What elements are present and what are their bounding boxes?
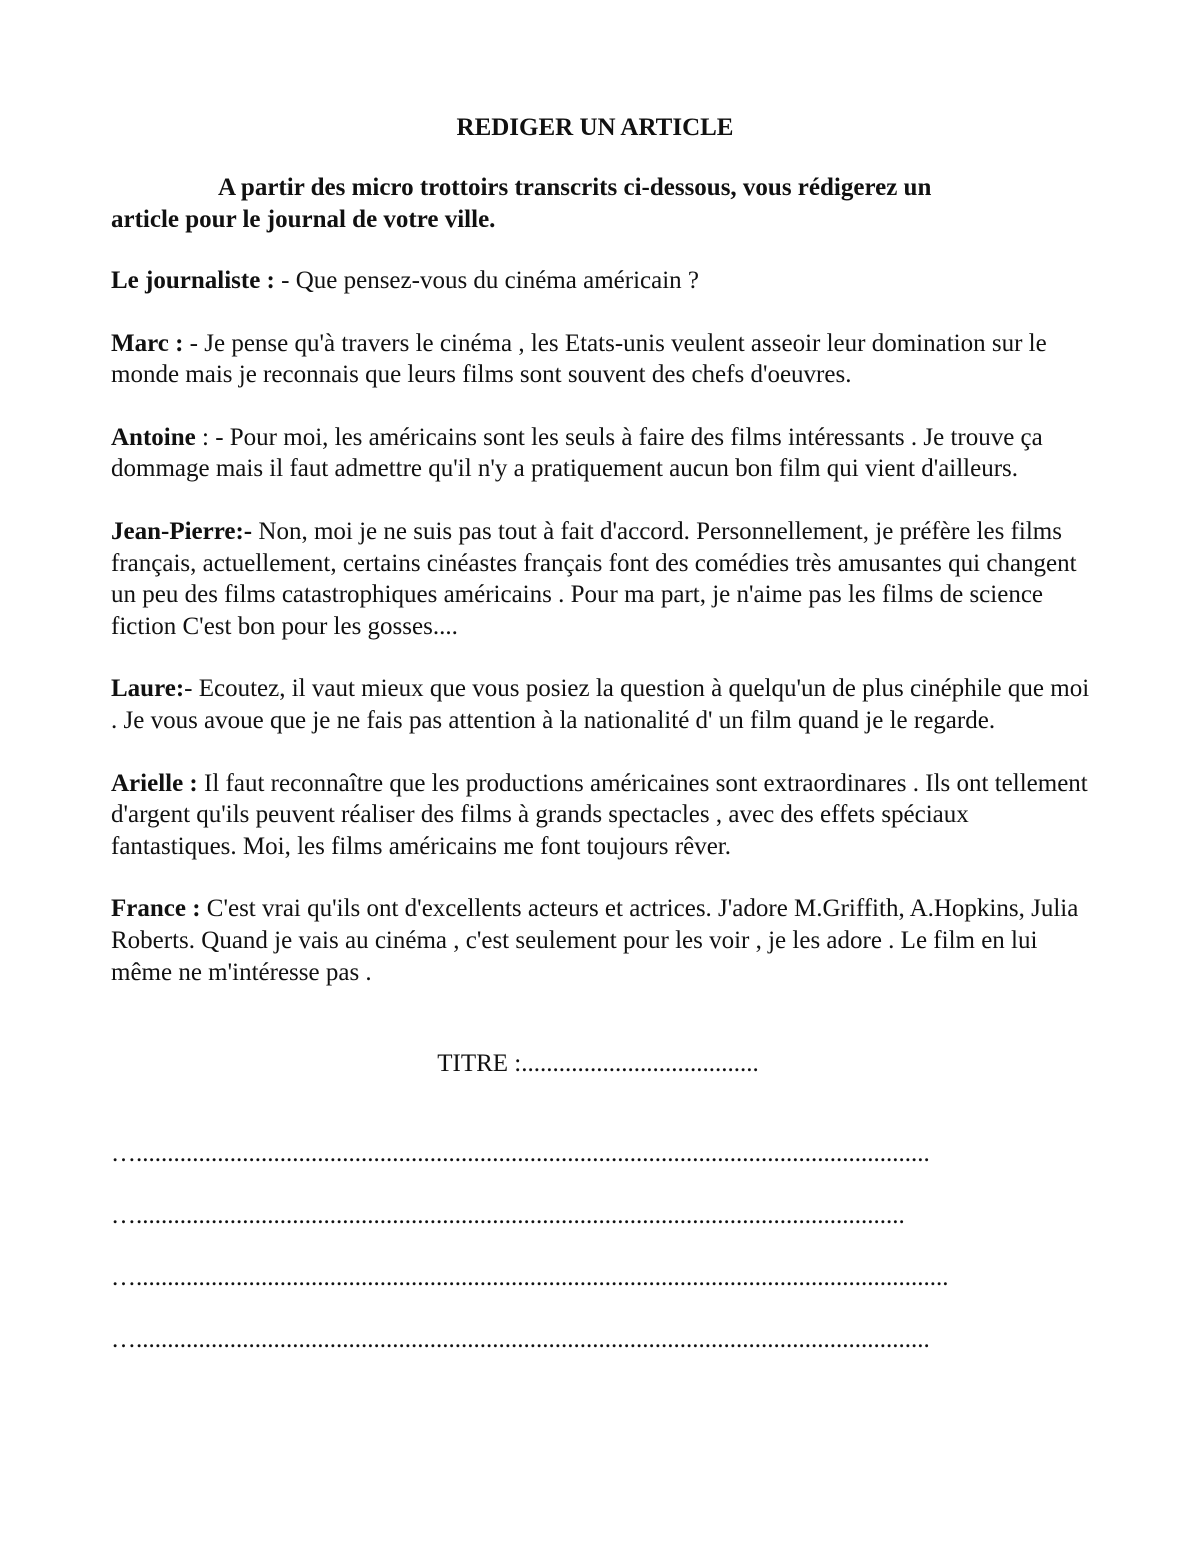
speaker-quote: C'est vrai qu'ils ont d'excellents acteurs et actrices. J'adore M.Griffith, A.Hopkins, Julia Roberts. Quand je vais au cinéma , c'est seulement pour les voir , je les adore . Le film en lui même ne m'intéresse pas .: [111, 895, 1079, 986]
answer-line: …..................................................................................................................................: [111, 1264, 949, 1292]
answer-line: …...........................................................................................................................: [111, 1202, 905, 1230]
titre-dots: ......................................: [521, 1050, 759, 1078]
document-title: REDIGER UN ARTICLE: [456, 114, 734, 141]
worksheet-page: [111, 112, 1091, 1356]
interview-france: [111, 893, 1091, 988]
speaker-quote: - Que pensez-vous du cinéma américain ?: [274, 267, 699, 294]
interview-antoine: [111, 422, 1091, 485]
speaker-name: France :: [111, 895, 201, 923]
interview-jean-pierre: [111, 516, 1091, 642]
speaker-separator: :: [195, 423, 209, 451]
interview-journalist: [111, 265, 1091, 297]
instruction-text: [111, 172, 1091, 236]
speaker-quote: - Ecoutez, il vaut mieux que vous posiez la question à quelqu'un de plus cinéphile que moi . Je vous avoue que je ne fais pas attention à la nationalité d' un film quand je le regarde.: [111, 675, 1090, 734]
speaker-name: Arielle :: [111, 769, 198, 797]
speaker-quote: Non, moi je ne suis pas tout à fait d'accord. Personnellement, je préfère les films français, actuellement, certains cinéastes français font des comédies très amusantes qui changent un peu des films catastrophiques américains . Pour ma part, je n'aime pas les films de science fiction C'est bon pour les gosses....: [111, 517, 1077, 640]
speaker-name: Jean-Pierre:-: [111, 517, 253, 545]
titre-field: [111, 1048, 1091, 1080]
answer-line: …...............................................................................................................................: [111, 1326, 930, 1354]
interview-marc: [111, 328, 1091, 391]
speaker-quote: - Pour moi, les américains sont les seuls à faire des films intéressants . Je trouve ça dommage mais il faut admettre qu'il n'y a pratiquement aucun bon film qui vient d'ailleurs.: [111, 423, 1043, 483]
interview-laure: [111, 673, 1091, 736]
instruction-line-2: article pour le journal de votre ville.: [111, 206, 496, 233]
speaker-name: Marc :: [111, 329, 184, 357]
speaker-quote: Il faut reconnaître que les productions américaines sont extraordinares . Ils ont tellement d'argent qu'ils peuvent réaliser des films à grands spectacles , avec des effets spéciaux fantastiques. Moi, les films américains me font toujours rêver.: [111, 769, 1088, 860]
speaker-name: Le journaliste :: [111, 267, 275, 294]
speaker-name: Antoine: [111, 423, 196, 451]
speaker-name: Laure:: [111, 675, 185, 703]
answer-line: …...............................................................................................................................: [111, 1140, 930, 1168]
interview-arielle: [111, 768, 1091, 863]
speaker-quote: - Je pense qu'à travers le cinéma , les Etats-unis veulent asseoir leur domination sur le monde mais je reconnais que leurs films sont souvent des chefs d'oeuvres.: [111, 329, 1047, 389]
titre-label: TITRE :: [437, 1050, 522, 1078]
instruction-line-1: A partir des micro trottoirs transcrits ci-dessous, vous rédigerez un: [218, 174, 932, 201]
